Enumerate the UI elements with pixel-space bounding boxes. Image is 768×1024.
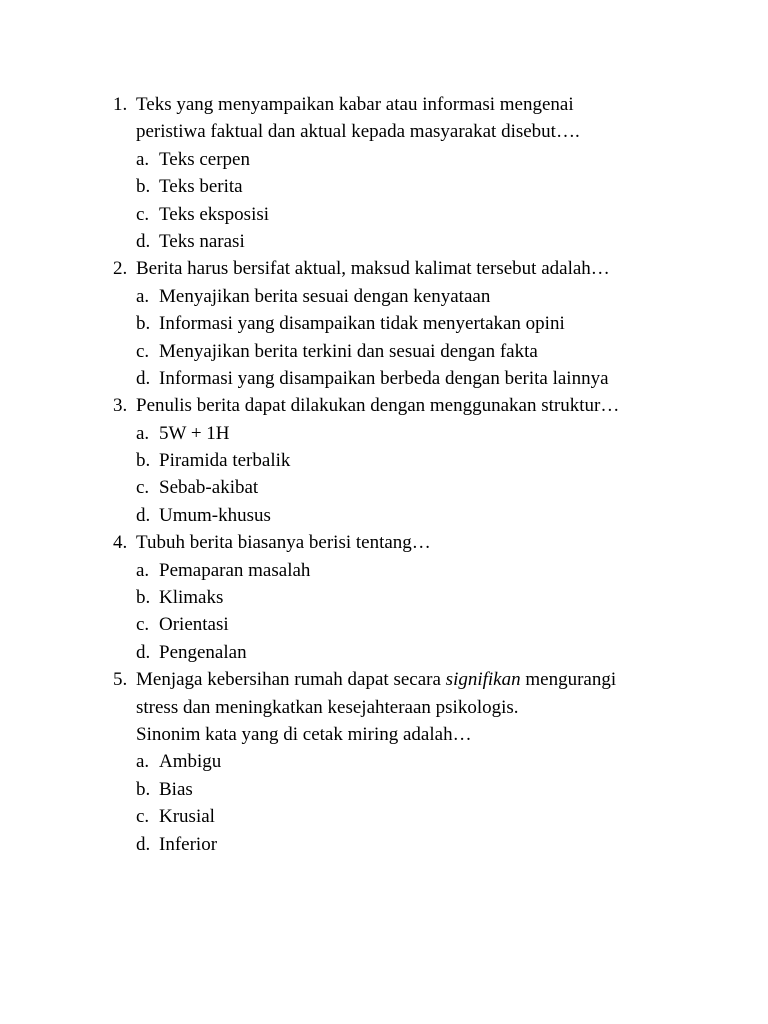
question-number: 2.	[113, 258, 128, 280]
answer-option	[0, 474, 768, 501]
option-text: Orientasi	[159, 614, 229, 636]
question-text: Teks yang menyampaikan kabar atau informasi mengenai	[136, 94, 574, 115]
question-3	[0, 392, 768, 419]
question-5	[0, 666, 768, 693]
option-letter: c.	[136, 806, 150, 828]
question-2	[0, 255, 768, 282]
answer-option	[0, 420, 768, 447]
option-letter: a.	[136, 751, 150, 773]
question-text: peristiwa faktual dan aktual kepada masyarakat disebut….	[136, 121, 580, 143]
option-letter: d.	[136, 504, 151, 526]
option-text: Pemaparan masalah	[159, 559, 311, 581]
question-text-part: Menjaga kebersihan rumah dapat secara	[136, 669, 446, 691]
answer-option	[0, 173, 768, 200]
question-4	[0, 529, 768, 556]
option-text: Teks narasi	[159, 230, 245, 252]
option-letter: a.	[136, 148, 150, 170]
option-letter: b.	[136, 450, 151, 472]
option-text: Klimaks	[159, 587, 224, 609]
question-text-continuation	[0, 694, 768, 721]
answer-option	[0, 502, 768, 529]
option-letter: a.	[136, 559, 150, 581]
option-letter: d.	[136, 367, 151, 389]
option-text: Krusial	[159, 806, 215, 828]
answer-option	[0, 639, 768, 666]
option-letter: b.	[136, 176, 151, 198]
answer-option	[0, 310, 768, 337]
option-letter: b.	[136, 778, 151, 800]
answer-option	[0, 228, 768, 255]
option-text: 5W + 1H	[159, 422, 230, 444]
option-text: Informasi yang disampaikan tidak menyertakan opini	[159, 313, 565, 335]
answer-option	[0, 803, 768, 830]
option-letter: d.	[136, 230, 151, 252]
question-list	[0, 91, 768, 858]
option-letter: c.	[136, 203, 150, 225]
option-text: Menyajikan berita terkini dan sesuai dengan fakta	[159, 340, 538, 362]
option-text: Informasi yang disampaikan berbeda dengan berita lainnya	[159, 367, 609, 389]
option-text: Teks berita	[159, 176, 243, 198]
question-text-continuation	[0, 721, 768, 748]
option-text: Bias	[159, 778, 193, 800]
question-text: Sinonim kata yang di cetak miring adalah…	[136, 723, 472, 745]
option-letter: d.	[136, 833, 151, 855]
option-letter: a.	[136, 285, 150, 307]
question-text: stress dan meningkatkan kesejahteraan psikologis.	[136, 696, 519, 718]
italic-word: signifikan	[445, 669, 521, 691]
answer-option	[0, 748, 768, 775]
option-text: Teks cerpen	[159, 148, 250, 170]
option-text: Menyajikan berita sesuai dengan kenyataan	[159, 285, 491, 307]
option-letter: c.	[136, 477, 150, 499]
answer-option	[0, 447, 768, 474]
option-text: Piramida terbalik	[159, 450, 291, 472]
option-text: Pengenalan	[159, 641, 247, 663]
question-text	[136, 666, 616, 693]
question-text: Tubuh berita biasanya berisi tentang…	[136, 532, 431, 554]
answer-option	[0, 776, 768, 803]
answer-option	[0, 283, 768, 310]
answer-option	[0, 146, 768, 173]
option-letter: b.	[136, 587, 151, 609]
option-text: Ambigu	[159, 751, 222, 773]
question-1	[0, 91, 768, 118]
answer-option	[0, 365, 768, 392]
option-text: Teks eksposisi	[159, 203, 270, 225]
question-number: 3.	[113, 395, 128, 417]
question-text: Berita harus bersifat aktual, maksud kalimat tersebut adalah…	[136, 258, 610, 280]
question-number: 5.	[113, 669, 128, 691]
option-letter: c.	[136, 340, 150, 362]
option-letter: b.	[136, 313, 151, 335]
answer-option	[0, 611, 768, 638]
answer-option	[0, 557, 768, 584]
question-text: Penulis berita dapat dilakukan dengan menggunakan struktur…	[136, 395, 620, 417]
answer-option	[0, 584, 768, 611]
answer-option	[0, 831, 768, 858]
question-number: 4.	[113, 532, 128, 554]
option-text: Umum-khusus	[159, 504, 271, 526]
option-letter: d.	[136, 641, 151, 663]
question-text-part: mengurangi	[520, 669, 617, 691]
question-number: 1.	[113, 94, 128, 115]
option-text: Inferior	[159, 833, 218, 855]
option-text: Sebab-akibat	[159, 477, 259, 499]
question-text-continuation	[0, 118, 768, 145]
option-letter: a.	[136, 422, 150, 444]
answer-option	[0, 338, 768, 365]
option-letter: c.	[136, 614, 150, 636]
answer-option	[0, 201, 768, 228]
